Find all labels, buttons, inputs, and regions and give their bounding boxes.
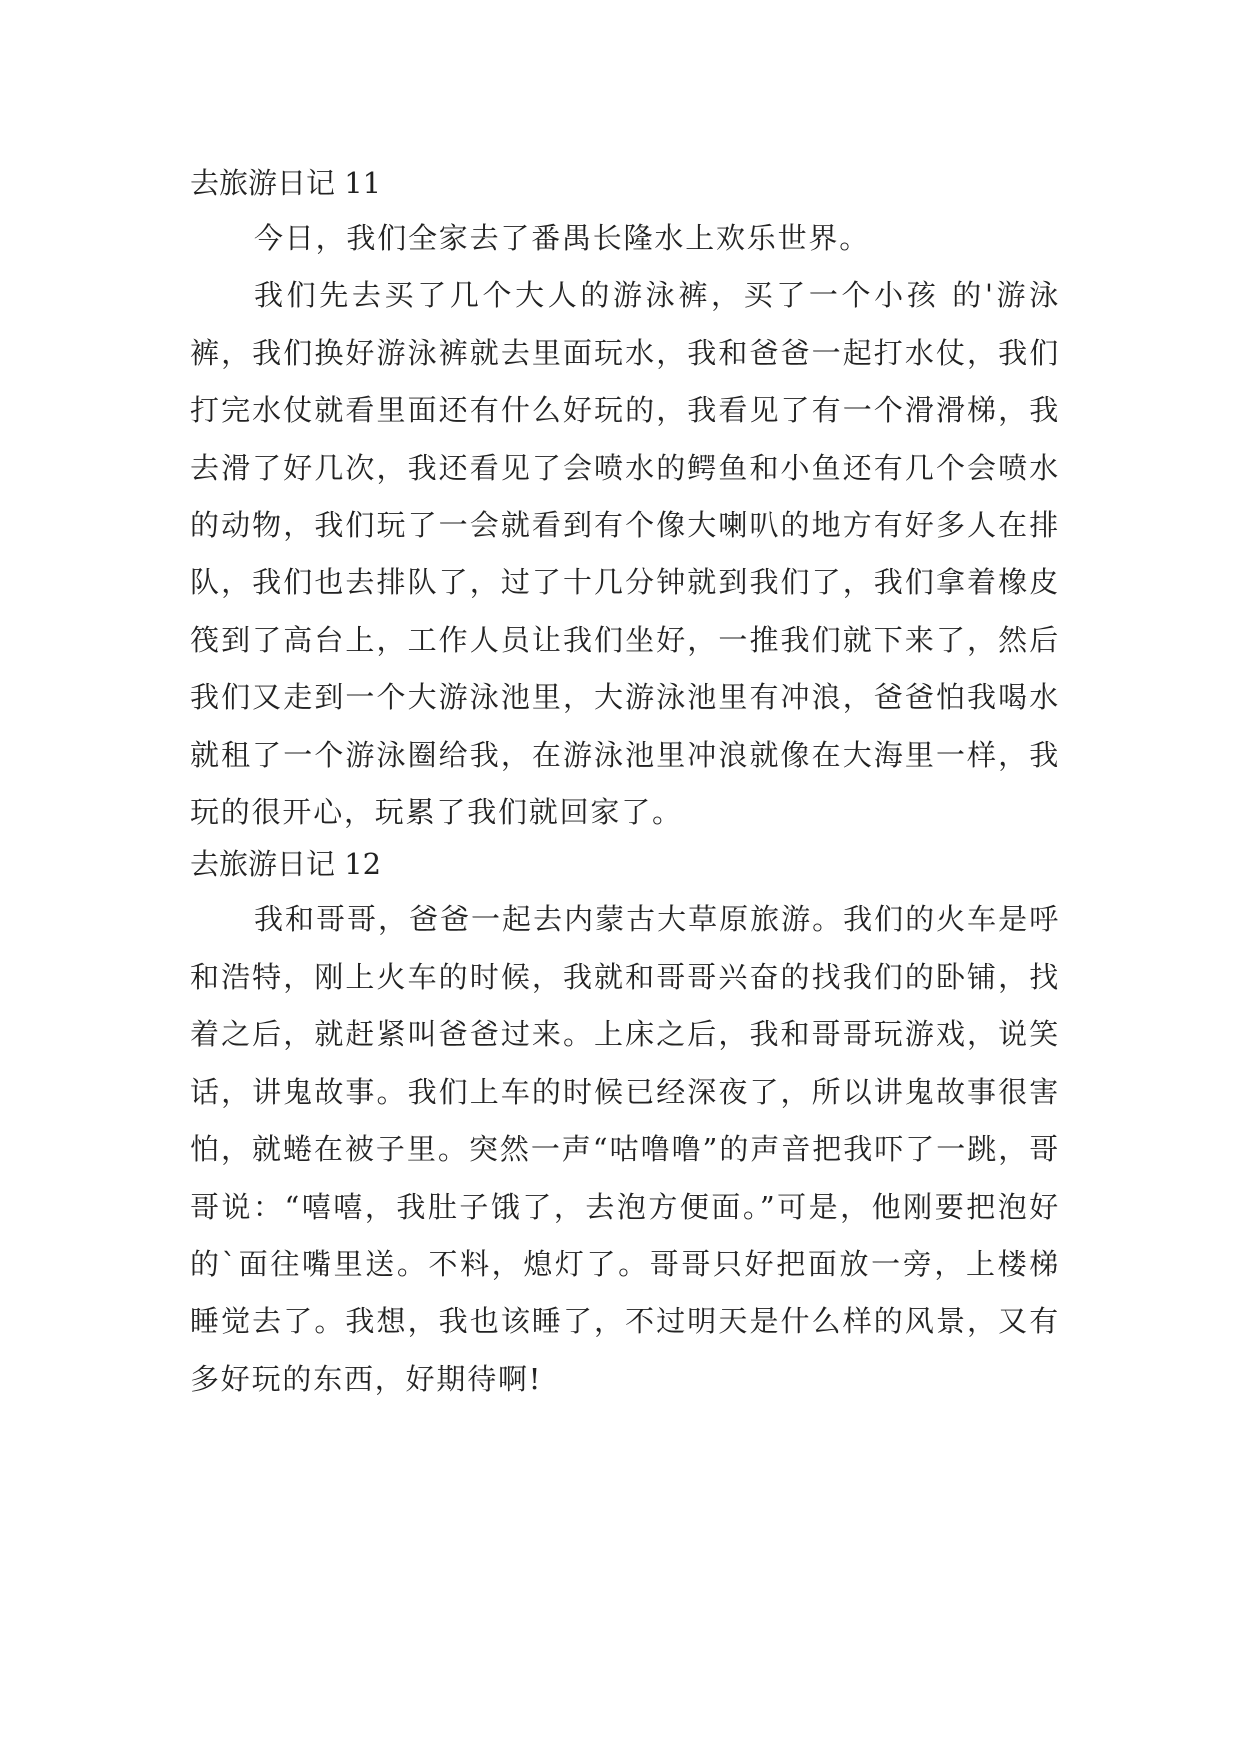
entry-title: 去旅游日记 11 (190, 166, 382, 200)
paragraph: 我和哥哥，爸爸一起去内蒙古大草原旅游。我们的火车是呼和浩特，刚上火车的时候，我就和哥哥兴奋的找我们的卧铺，找着之后，就赶紧叫爸爸过来。上床之后，我和哥哥玩游戏，说笑话，讲鬼故事。我们上车的时候已经深夜了，所以讲鬼故事很害怕，就蜷在被子里。突然一声“咕噜噜”的声音把我吓了一跳，哥哥说：“嘻嘻，我肚子饿了，去泡方便面。”可是，他刚要把泡好的`面往嘴里送。不料，熄灯了。哥哥只好把面放一旁，上楼梯睡觉去了。我想，我也该睡了，不过明天是什么样的风景，又有多好玩的东西，好期待啊! (190, 902, 1060, 1396)
document-body (190, 160, 1060, 1408)
paragraph: 我们先去买了几个大人的游泳裤，买了一个小孩 的'游泳裤，我们换好游泳裤就去里面玩水，我和爸爸一起打水仗，我们打完水仗就看里面还有什么好玩的，我看见了有一个滑滑梯，我去滑了好几次，我还看见了会喷水的鳄鱼和小鱼还有几个会喷水的动物，我们玩了一会就看到有个像大喇叭的地方有好多人在排队，我们也去排队了，过了十几分钟就到我们了，我们拿着橡皮筏到了高台上，工作人员让我们坐好，一推我们就下来了，然后我们又走到一个大游泳池里，大游泳池里有冲浪，爸爸怕我喝水就租了一个游泳圈给我，在游泳池里冲浪就像在大海里一样，我玩的很开心，玩累了我们就回家了。 (190, 278, 1060, 830)
entry-title: 去旅游日记 12 (190, 847, 382, 882)
paragraph: 今日，我们全家去了番禺长隆水上欢乐世界。 (254, 221, 871, 255)
